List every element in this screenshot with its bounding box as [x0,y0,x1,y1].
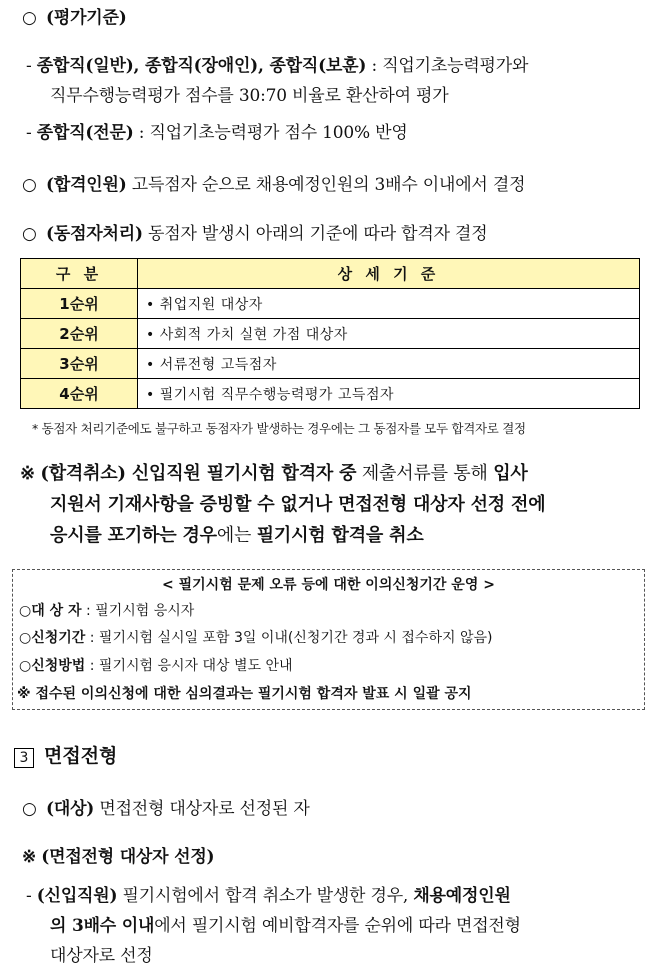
detail-cell: • 취업지원 대상자 [138,289,640,319]
eval-jobs-pro: 종합직(전문) [36,123,134,143]
interview-target-text: 면접전형 대상자로 선정된 자 [94,799,310,819]
tie-text: 동점자 발생시 아래의 기준에 따라 합격자 결정 [142,224,488,244]
table-row [21,349,640,379]
rank-cell: 2순위 [21,319,138,349]
objection-title: < 필기시험 문제 오류 등에 대한 이의신청기간 운영 > [162,577,495,593]
new-hire-line-2 [50,912,521,940]
new-hire-line-1 [26,882,511,910]
new-hire-text-1: 필기시험에서 합격 취소가 발생한 경우, [117,886,414,906]
tie-note: * 동점자 처리기준에도 불구하고 동점자가 발생하는 경우에는 그 동점자를 모두 합격자로 결정 [32,421,526,436]
eval-text-2: 직무수행능력평가 점수를 30:70 비율로 환산하여 평가 [50,86,449,106]
eval-title: (평가기준) [46,8,127,28]
eval-text-1: 직업기초능력평가와 [382,56,529,76]
rank-cell: 4순위 [21,379,138,409]
cancel-line-3 [50,522,424,550]
new-hire-text-2: 에서 필기시험 예비합격자를 순위에 따라 면접전형 [154,916,521,936]
pass-line [22,171,525,199]
objection-period-label: ○신청기간 [19,630,86,646]
objection-notice: ※ 접수된 이의신청에 대한 심의결과는 필기시험 합격자 발표 시 일괄 공지 [17,686,472,702]
rank-cell: 1순위 [21,289,138,319]
circle-bullet-icon: ○ [22,799,37,819]
objection-method-label: ○신청방법 [19,658,86,674]
interview-target-line [22,795,310,823]
new-hire-title: (신입직원) [36,886,118,906]
new-hire-bold-1: 채용예정인원 [413,886,511,906]
cancel-line-1 [20,460,528,488]
interview-target-title: (대상) [46,799,95,819]
detail-cell: • 서류전형 고득점자 [138,349,640,379]
dash-icon: - [26,123,32,143]
table-row [21,319,640,349]
tie-line [22,220,487,248]
eval-text-3: : 직업기초능력평가 점수 100% 반영 [133,123,408,143]
circle-bullet-icon: ○ [22,175,37,195]
objection-target-text: : 필기시험 응시자 [81,603,195,619]
eval-line-3 [26,119,408,147]
detail-cell: • 필기시험 직무수행능력평가 고득점자 [138,379,640,409]
objection-period-text: : 필기시험 실시일 포함 3일 이내(신청기간 경과 시 접수하지 않음) [85,630,493,646]
eval-heading [22,4,127,32]
interview-selection-title: (면접전형 대상자 선정) [41,847,215,867]
table-row [21,379,640,409]
objection-method-text: : 필기시험 응시자 대상 별도 안내 [85,658,293,674]
cancel-text: 제출서류를 통해 [356,463,494,484]
section-number-box: 3 [14,748,34,768]
new-hire-line-3: 대상자로 선정 [50,946,153,966]
cancel-line-2: 지원서 기재사항을 증빙할 수 없거나 면접전형 대상자 선정 전에 [50,494,546,515]
eval-line-2 [50,82,448,110]
detail-cell: • 사회적 가치 실현 가점 대상자 [138,319,640,349]
rank-cell: 3순위 [21,349,138,379]
dash-icon: - [26,886,32,906]
cancel-title: (합격취소) 신입직원 필기시험 합격자 중 [40,463,357,484]
pass-text: 고득점자 순으로 채용예정인원의 3배수 이내에서 결정 [126,175,526,195]
eval-colon: : [366,56,383,76]
objection-row-method [19,655,293,675]
interview-heading [14,745,117,768]
cancel-bold-2: 응시를 포기하는 경우 [50,525,217,546]
table-row [21,289,640,319]
interview-title: 면접전형 [44,745,118,767]
new-hire-bold-2: 의 3배수 이내 [50,916,155,936]
header-category: 구 분 [21,259,138,289]
tie-criteria-table [20,258,640,409]
dash-icon: - [26,56,32,76]
objection-row-period [19,627,492,647]
objection-row-target [19,600,194,620]
objection-target-label: ○대 상 자 [19,603,82,619]
cancel-text-2: 에는 [216,525,257,546]
reference-mark-icon: ※ [20,463,35,484]
eval-jobs-general: 종합직(일반), 종합직(장애인), 종합직(보훈) [36,56,367,76]
table-header-row [21,259,640,289]
cancel-bold: 입사 [493,463,528,484]
reference-mark-icon: ※ [22,847,37,867]
circle-bullet-icon: ○ [22,224,37,244]
cancel-bold-3: 필기시험 합격을 취소 [256,525,424,546]
interview-selection-line [22,843,214,871]
objection-box [12,569,645,710]
header-detail: 상 세 기 준 [138,259,640,289]
pass-title: (합격인원) [46,175,127,195]
tie-title: (동점자처리) [46,224,143,244]
circle-bullet-icon: ○ [22,8,37,28]
eval-line-1 [26,52,528,80]
